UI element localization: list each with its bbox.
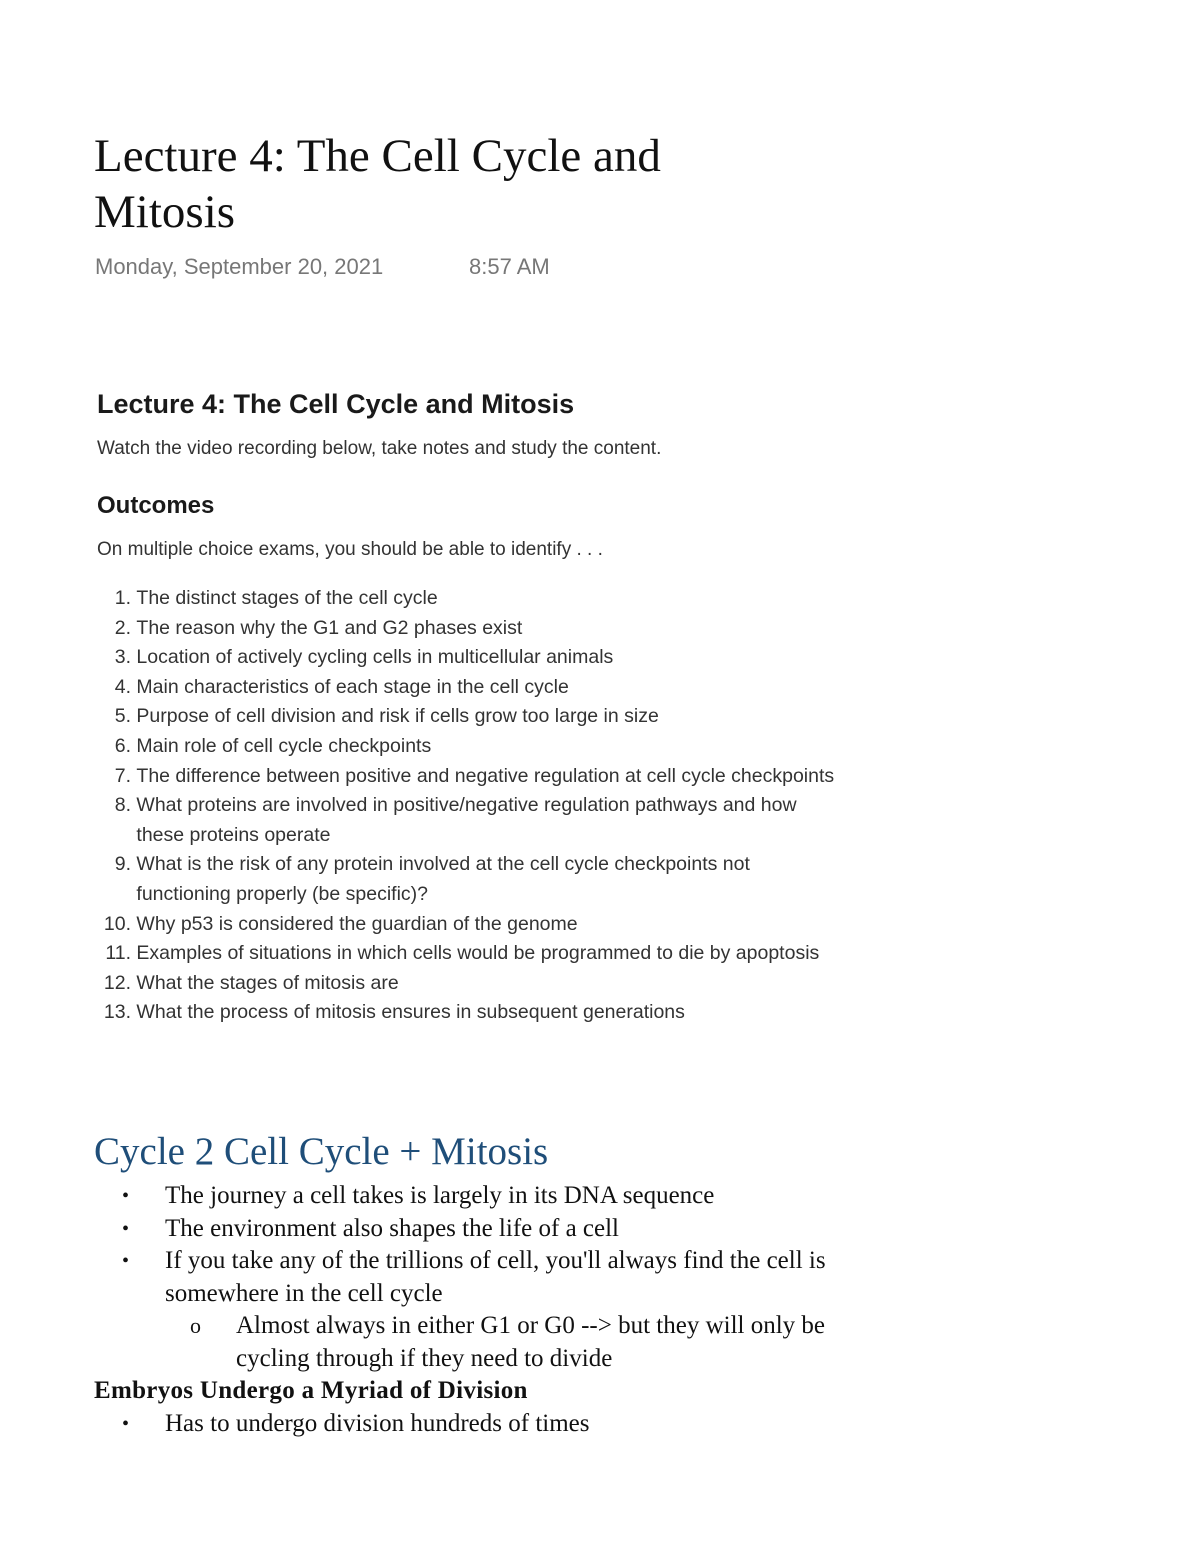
outcome-text: Location of actively cycling cells in multicellular animals <box>131 646 614 669</box>
outcome-number: 13. <box>103 1001 131 1024</box>
bullet-text: Has to undergo division hundreds of times <box>165 1409 590 1437</box>
notes-heading: Cycle 2 Cell Cycle + Mitosis <box>94 1130 549 1173</box>
outcome-item <box>97 673 937 703</box>
bullet-item <box>0 1343 936 1376</box>
notes-subheading: Embryos Undergo a Myriad of Division <box>94 1377 528 1404</box>
bullet-text: The journey a cell takes is largely in its DNA sequence <box>165 1182 715 1209</box>
outcomes-heading: Outcomes <box>97 492 215 519</box>
bullet-text: The environment also shapes the life of a cell <box>165 1214 620 1242</box>
outcome-number: 6. <box>114 734 131 757</box>
outcome-number: 10. <box>103 912 131 935</box>
outcome-item <box>97 614 937 644</box>
bullet-item <box>0 1278 945 1311</box>
bullet-item <box>0 1213 945 1246</box>
clip-title: Lecture 4: The Cell Cycle and Mitosis <box>97 389 575 419</box>
bullet-text: cycling through if they need to divide <box>236 1344 613 1372</box>
page-time: 8:57 AM <box>469 254 550 279</box>
outcome-item <box>97 702 937 732</box>
bullet-icon: • <box>122 1250 130 1272</box>
clip-intro: Watch the video recording below, take notes and study the content. <box>97 438 662 459</box>
outcome-text: The difference between positive and negative regulation at cell cycle checkpoints <box>131 764 835 787</box>
bullet-text: somewhere in the cell cycle <box>165 1279 443 1307</box>
outcome-text: What the process of mitosis ensures in subsequent generations <box>131 1001 685 1024</box>
bullet-text: If you take any of the trillions of cell, you'll always find the cell is <box>165 1247 826 1274</box>
notes-bullets-2 <box>0 1408 1200 1441</box>
outcomes-lead: On multiple choice exams, you should be able to identify . . . <box>97 539 603 560</box>
outcome-item <box>97 969 937 999</box>
outcome-text: Main characteristics of each stage in the cell cycle <box>131 675 569 698</box>
outcome-number: 1. <box>114 587 131 609</box>
outcome-item <box>97 910 937 940</box>
outcome-text: Why p53 is considered the guardian of the genome <box>131 912 578 935</box>
outcome-item <box>97 821 937 851</box>
outcome-number: 2. <box>114 616 131 639</box>
bullet-item <box>0 1408 945 1441</box>
outcome-text: these proteins operate <box>131 823 331 846</box>
outcome-item <box>97 791 937 821</box>
page-date: Monday, September 20, 2021 <box>95 254 384 279</box>
bullet-icon: • <box>122 1412 130 1435</box>
notes-sub-bullets <box>0 1310 1200 1375</box>
outcome-item <box>97 998 937 1028</box>
outcome-number: 12. <box>103 971 131 994</box>
bullet-text: Almost always in either G1 or G0 --> but they will only be <box>236 1312 826 1339</box>
outcome-number: 3. <box>114 646 131 669</box>
outcome-text: What proteins are involved in positive/negative regulation pathways and how <box>131 794 797 817</box>
outcome-text: functioning properly (be specific)? <box>131 882 428 905</box>
outcome-number: 9. <box>114 853 131 876</box>
bullet-icon: • <box>122 1185 130 1207</box>
outcome-number <box>97 880 131 910</box>
outcome-item <box>97 880 937 910</box>
outcome-number: 7. <box>114 764 131 787</box>
outcome-text: Examples of situations in which cells would be programmed to die by apoptosis <box>131 942 820 965</box>
page-title: Lecture 4: The Cell Cycle and Mitosis <box>94 130 661 238</box>
notes-bullets <box>0 1180 1200 1310</box>
outcome-item <box>97 643 937 673</box>
outcome-item <box>97 939 937 969</box>
outcome-text: The reason why the G1 and G2 phases exist <box>131 616 523 639</box>
outcome-item <box>97 762 937 792</box>
bullet-item <box>0 1180 945 1213</box>
notes-body <box>0 1180 1200 1440</box>
bullet-icon: • <box>122 1217 130 1240</box>
outcome-item <box>97 584 937 614</box>
outcome-number: 5. <box>114 705 131 728</box>
outcome-item <box>97 732 937 762</box>
bullet-item <box>0 1310 936 1343</box>
embedded-lecture-clip <box>97 386 937 1024</box>
outcome-number: 8. <box>114 794 131 817</box>
outcome-text: Purpose of cell division and risk if cells grow too large in size <box>131 705 659 728</box>
outcome-number: 4. <box>114 675 131 698</box>
outcome-text: What the stages of mitosis are <box>131 971 399 994</box>
outcome-number <box>97 821 131 851</box>
outcome-number: 11. <box>105 942 131 965</box>
bullet-item <box>0 1245 945 1278</box>
bullet-icon: o <box>190 1313 201 1338</box>
outcome-text: The distinct stages of the cell cycle <box>131 587 438 609</box>
outcomes-list <box>97 584 937 1028</box>
outcome-text: Main role of cell cycle checkpoints <box>131 734 432 757</box>
outcome-text: What is the risk of any protein involved at the cell cycle checkpoints not <box>131 853 750 876</box>
outcome-item <box>97 850 937 880</box>
